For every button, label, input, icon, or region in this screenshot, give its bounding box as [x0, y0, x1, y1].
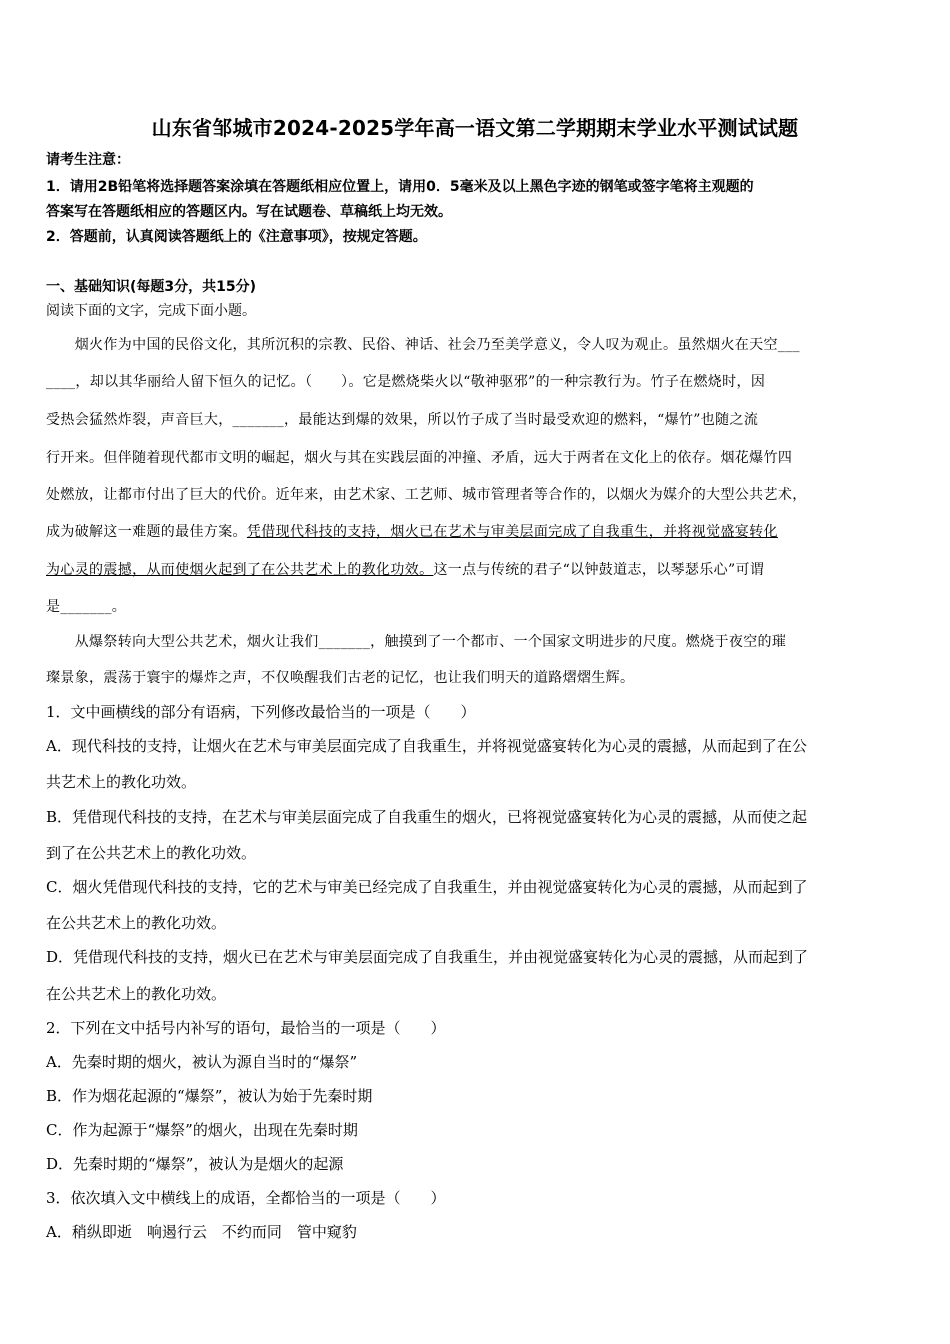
- question-1-option-d-cont: 在公共艺术上的教化功效。: [46, 985, 227, 1003]
- notice-item-2: 2．答题前，认真阅读答题纸上的《注意事项》，按规定答题。: [46, 229, 427, 245]
- question-1-option-b: B．凭借现代科技的支持，在艺术与审美层面完成了自我重生的烟火，已将视觉盛宴转化为心灵的震撼，从而使之起: [46, 808, 808, 826]
- section-heading: 一、基础知识(每题3分，共15分): [46, 279, 257, 295]
- exam-title: 山东省邹城市2024-2025学年高一语文第二学期期末学业水平测试试题: [151, 116, 799, 140]
- passage-line: 受热会猛然炸裂，声音巨大，_______，最能达到爆的效果，所以竹子成了当时最受欢迎的燃料，“爆竹”也随之流: [46, 412, 759, 428]
- passage-line: 璨景象，震荡于寰宇的爆炸之声，不仅唤醒我们古老的记忆，也让我们明天的道路熠熠生辉。: [46, 670, 635, 686]
- passage-line: 烟火作为中国的民俗文化，其所沉积的宗教、民俗、神话、社会乃至美学意义，令人叹为观止。虽然烟火在天空___: [46, 337, 800, 353]
- passage-line: [46, 559, 764, 579]
- underlined-sentence: 凭借现代科技的支持，烟火已在艺术与审美层面完成了自我重生，并将视觉盛宴转化: [246, 524, 778, 540]
- question-2-stem: 2．下列在文中括号内补写的语句，最恰当的一项是（ ）: [46, 1019, 446, 1037]
- question-1-option-b-cont: 到了在公共艺术上的教化功效。: [46, 844, 257, 862]
- question-2-option-d: D．先秦时期的“爆祭”，被认为是烟火的起源: [46, 1155, 344, 1173]
- passage-line: [46, 521, 778, 541]
- question-3-option-a: A．稍纵即逝 响遏行云 不约而同 管中窥豹: [46, 1223, 357, 1241]
- passage-line: 从爆祭转向大型公共艺术，烟火让我们_______，触摸到了一个都市、一个国家文明进步的尺度。燃烧于夜空的璀: [46, 634, 787, 650]
- passage-text: 成为破解这一难题的最佳方案。: [46, 524, 247, 540]
- passage-text: 这一点与传统的君子“以钟鼓道志，以琴瑟乐心”可谓: [433, 562, 765, 578]
- question-1-option-a: A．现代科技的支持，让烟火在艺术与审美层面完成了自我重生，并将视觉盛宴转化为心灵的震撼，从而起到了在公: [46, 737, 807, 755]
- question-2-option-a: A．先秦时期的烟火，被认为源自当时的“爆祭”: [46, 1053, 358, 1071]
- underlined-sentence: 为心灵的震撼，从而使烟火起到了在公共艺术上的教化功效。: [46, 562, 434, 578]
- question-1-option-c: C．烟火凭借现代科技的支持，它的艺术与审美已经完成了自我重生，并由视觉盛宴转化为心灵的震撼，从而起到了: [46, 878, 808, 896]
- notice-item-1-line-2: 答案写在答题纸相应的答题区内。写在试题卷、草稿纸上均无效。: [46, 204, 452, 220]
- notice-item-1-line-1: 1．请用2B铅笔将选择题答案涂填在答题纸相应位置上，请用0．5毫米及以上黑色字迹的钢笔或签字笔将主观题的: [46, 179, 754, 195]
- reading-instruction: 阅读下面的文字，完成下面小题。: [46, 303, 256, 319]
- passage-line: 行开来。但伴随着现代都市文明的崛起，烟火与其在实践层面的冲撞、矛盾，远大于两者在文化上的依存。烟花爆竹四: [46, 450, 793, 466]
- notice-heading: 请考生注意：: [46, 152, 130, 168]
- question-3-stem: 3．依次填入文中横线上的成语，全都恰当的一项是（ ）: [46, 1189, 446, 1207]
- passage-line: 是_______。: [46, 599, 127, 615]
- question-1-stem: 1．文中画横线的部分有语病，下列修改最恰当的一项是（ ）: [46, 703, 476, 721]
- question-1-option-a-cont: 共艺术上的教化功效。: [46, 773, 197, 791]
- question-1-option-d: D．凭借现代科技的支持，烟火已在艺术与审美层面完成了自我重生，并由视觉盛宴转化为心灵的震撼，从而起到了: [46, 948, 809, 966]
- passage-line: ____，却以其华丽给人留下恒久的记忆。（ ）。它是燃烧柴火以“敬神驱邪”的一种宗教行为。竹子在燃烧时，因: [46, 374, 766, 390]
- question-1-option-c-cont: 在公共艺术上的教化功效。: [46, 914, 227, 932]
- question-2-option-c: C．作为起源于“爆祭”的烟火，出现在先秦时期: [46, 1121, 358, 1139]
- passage-line: 处燃放，让都市付出了巨大的代价。近年来，由艺术家、工艺师、城市管理者等合作的，以烟火为媒介的大型公共艺术，: [46, 487, 807, 503]
- question-2-option-b: B．作为烟花起源的“爆祭”，被认为始于先秦时期: [46, 1087, 373, 1105]
